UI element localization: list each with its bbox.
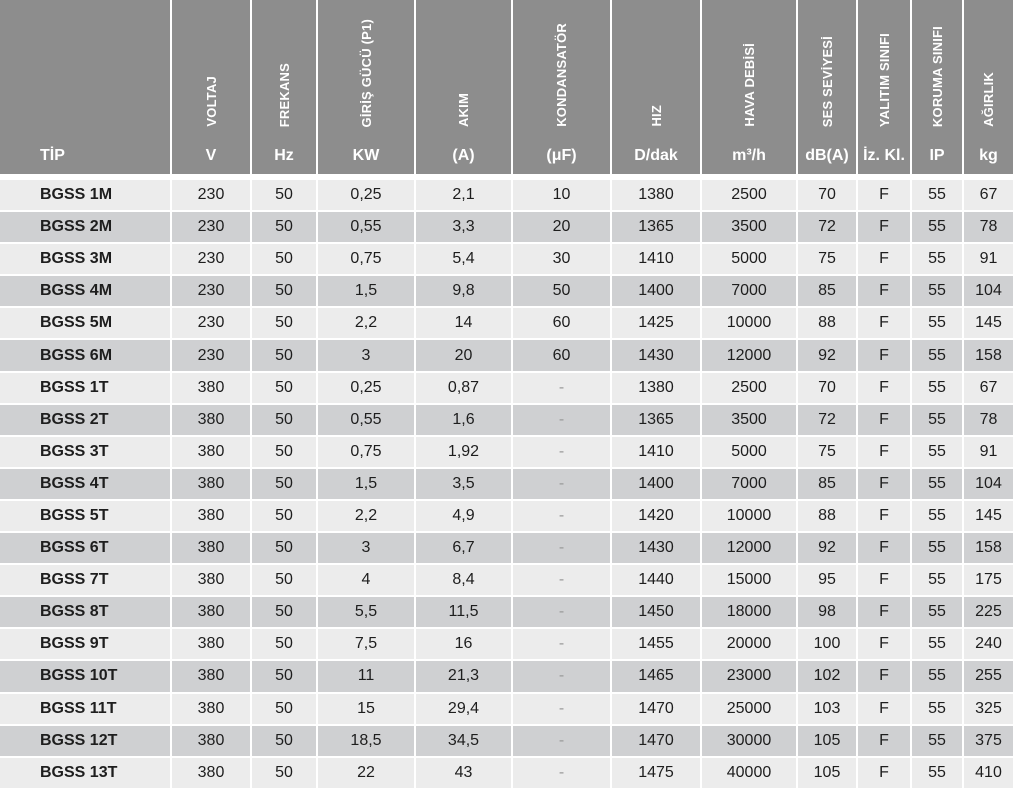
cell-weight: 91 [964, 437, 1013, 469]
cell-capacitor: - [513, 373, 612, 405]
cell-speed: 1410 [612, 437, 702, 469]
cell-capacitor: 60 [513, 340, 612, 372]
header-names-row [0, 0, 1013, 138]
cell-speed: 1430 [612, 340, 702, 372]
table-row [0, 212, 1013, 244]
cell-weight: 158 [964, 340, 1013, 372]
cell-frequency: 50 [252, 694, 318, 726]
cell-voltage: 230 [172, 308, 252, 340]
cell-capacitor: - [513, 437, 612, 469]
table-row [0, 340, 1013, 372]
unit-input-power: KW [318, 138, 416, 174]
header-input-power: GİRİŞ GÜCÜ (P1) [318, 0, 416, 138]
cell-input-power: 18,5 [318, 726, 416, 758]
cell-weight: 67 [964, 373, 1013, 405]
cell-speed: 1475 [612, 758, 702, 790]
unit-frequency: Hz [252, 138, 318, 174]
cell-capacitor: - [513, 629, 612, 661]
cell-type: BGSS 6T [0, 533, 172, 565]
cell-capacitor: - [513, 469, 612, 501]
cell-weight: 375 [964, 726, 1013, 758]
header-current: AKIM [416, 0, 513, 138]
cell-protection-class: 55 [912, 212, 964, 244]
cell-type: BGSS 5T [0, 501, 172, 533]
cell-input-power: 0,55 [318, 212, 416, 244]
cell-capacitor: 60 [513, 308, 612, 340]
cell-insulation-class: F [858, 501, 912, 533]
cell-insulation-class: F [858, 597, 912, 629]
cell-insulation-class: F [858, 340, 912, 372]
cell-current: 6,7 [416, 533, 513, 565]
cell-type: BGSS 5M [0, 308, 172, 340]
cell-protection-class: 55 [912, 437, 964, 469]
cell-current: 5,4 [416, 244, 513, 276]
cell-insulation-class: F [858, 212, 912, 244]
table-row [0, 180, 1013, 212]
table-row [0, 629, 1013, 661]
cell-type: BGSS 2M [0, 212, 172, 244]
cell-speed: 1425 [612, 308, 702, 340]
cell-input-power: 1,5 [318, 469, 416, 501]
table-row [0, 726, 1013, 758]
cell-weight: 78 [964, 405, 1013, 437]
table-row [0, 276, 1013, 308]
cell-insulation-class: F [858, 694, 912, 726]
cell-protection-class: 55 [912, 661, 964, 693]
cell-frequency: 50 [252, 180, 318, 212]
cell-input-power: 0,75 [318, 437, 416, 469]
cell-weight: 145 [964, 308, 1013, 340]
cell-sound-level: 95 [798, 565, 858, 597]
cell-current: 11,5 [416, 597, 513, 629]
cell-air-flow: 25000 [702, 694, 798, 726]
cell-sound-level: 85 [798, 276, 858, 308]
cell-input-power: 22 [318, 758, 416, 790]
cell-insulation-class: F [858, 661, 912, 693]
cell-type: BGSS 3M [0, 244, 172, 276]
cell-air-flow: 3500 [702, 212, 798, 244]
cell-type: BGSS 2T [0, 405, 172, 437]
header-frequency: FREKANS [252, 0, 318, 138]
cell-current: 14 [416, 308, 513, 340]
cell-capacitor: - [513, 758, 612, 790]
cell-speed: 1465 [612, 661, 702, 693]
cell-voltage: 380 [172, 469, 252, 501]
cell-current: 3,5 [416, 469, 513, 501]
cell-sound-level: 88 [798, 308, 858, 340]
table-row [0, 694, 1013, 726]
cell-weight: 91 [964, 244, 1013, 276]
cell-sound-level: 102 [798, 661, 858, 693]
cell-current: 1,92 [416, 437, 513, 469]
cell-capacitor: - [513, 726, 612, 758]
cell-insulation-class: F [858, 533, 912, 565]
cell-protection-class: 55 [912, 340, 964, 372]
table-row [0, 597, 1013, 629]
cell-weight: 225 [964, 597, 1013, 629]
cell-input-power: 0,75 [318, 244, 416, 276]
cell-type: BGSS 12T [0, 726, 172, 758]
cell-voltage: 230 [172, 180, 252, 212]
cell-input-power: 2,2 [318, 501, 416, 533]
cell-frequency: 50 [252, 469, 318, 501]
cell-weight: 325 [964, 694, 1013, 726]
cell-frequency: 50 [252, 373, 318, 405]
table-row [0, 758, 1013, 790]
cell-frequency: 50 [252, 597, 318, 629]
cell-current: 9,8 [416, 276, 513, 308]
cell-air-flow: 2500 [702, 373, 798, 405]
cell-type: BGSS 11T [0, 694, 172, 726]
table-row [0, 308, 1013, 340]
table-row [0, 405, 1013, 437]
header-voltage: VOLTAJ [172, 0, 252, 138]
cell-type: BGSS 7T [0, 565, 172, 597]
cell-capacitor: 20 [513, 212, 612, 244]
cell-sound-level: 105 [798, 758, 858, 790]
unit-speed: D/dak [612, 138, 702, 174]
cell-speed: 1420 [612, 501, 702, 533]
cell-sound-level: 92 [798, 340, 858, 372]
cell-current: 21,3 [416, 661, 513, 693]
cell-protection-class: 55 [912, 597, 964, 629]
cell-type: BGSS 9T [0, 629, 172, 661]
cell-protection-class: 55 [912, 758, 964, 790]
cell-insulation-class: F [858, 437, 912, 469]
cell-air-flow: 40000 [702, 758, 798, 790]
table-body [0, 174, 1013, 790]
cell-type: BGSS 13T [0, 758, 172, 790]
cell-voltage: 380 [172, 597, 252, 629]
cell-speed: 1400 [612, 469, 702, 501]
cell-frequency: 50 [252, 533, 318, 565]
cell-voltage: 380 [172, 661, 252, 693]
cell-current: 3,3 [416, 212, 513, 244]
cell-protection-class: 55 [912, 726, 964, 758]
cell-weight: 67 [964, 180, 1013, 212]
unit-capacitor: (μF) [513, 138, 612, 174]
header-weight: AĞIRLIK [964, 0, 1013, 138]
cell-weight: 175 [964, 565, 1013, 597]
header-speed: HIZ [612, 0, 702, 138]
cell-voltage: 380 [172, 565, 252, 597]
cell-speed: 1440 [612, 565, 702, 597]
cell-speed: 1470 [612, 694, 702, 726]
cell-sound-level: 88 [798, 501, 858, 533]
cell-insulation-class: F [858, 373, 912, 405]
cell-sound-level: 70 [798, 180, 858, 212]
cell-input-power: 1,5 [318, 276, 416, 308]
cell-speed: 1380 [612, 180, 702, 212]
cell-capacitor: - [513, 405, 612, 437]
header-units-row [0, 138, 1013, 174]
header-type: TİP [0, 138, 172, 174]
cell-weight: 78 [964, 212, 1013, 244]
cell-input-power: 2,2 [318, 308, 416, 340]
cell-voltage: 230 [172, 212, 252, 244]
cell-speed: 1410 [612, 244, 702, 276]
table-row [0, 533, 1013, 565]
unit-weight: kg [964, 138, 1013, 174]
cell-frequency: 50 [252, 308, 318, 340]
cell-weight: 410 [964, 758, 1013, 790]
cell-protection-class: 55 [912, 501, 964, 533]
cell-sound-level: 103 [798, 694, 858, 726]
cell-sound-level: 105 [798, 726, 858, 758]
cell-protection-class: 55 [912, 565, 964, 597]
cell-current: 2,1 [416, 180, 513, 212]
cell-frequency: 50 [252, 212, 318, 244]
cell-frequency: 50 [252, 726, 318, 758]
cell-voltage: 380 [172, 405, 252, 437]
cell-protection-class: 55 [912, 276, 964, 308]
cell-capacitor: - [513, 501, 612, 533]
unit-air-flow: m³/h [702, 138, 798, 174]
cell-frequency: 50 [252, 501, 318, 533]
cell-type: BGSS 6M [0, 340, 172, 372]
unit-voltage: V [172, 138, 252, 174]
cell-current: 43 [416, 758, 513, 790]
cell-air-flow: 3500 [702, 405, 798, 437]
cell-frequency: 50 [252, 244, 318, 276]
table-row [0, 565, 1013, 597]
cell-voltage: 380 [172, 629, 252, 661]
cell-frequency: 50 [252, 629, 318, 661]
cell-voltage: 380 [172, 694, 252, 726]
cell-input-power: 0,25 [318, 373, 416, 405]
cell-sound-level: 72 [798, 405, 858, 437]
cell-capacitor: - [513, 565, 612, 597]
cell-voltage: 230 [172, 244, 252, 276]
cell-frequency: 50 [252, 405, 318, 437]
cell-frequency: 50 [252, 758, 318, 790]
cell-speed: 1455 [612, 629, 702, 661]
cell-protection-class: 55 [912, 469, 964, 501]
cell-air-flow: 30000 [702, 726, 798, 758]
cell-speed: 1450 [612, 597, 702, 629]
cell-insulation-class: F [858, 244, 912, 276]
cell-protection-class: 55 [912, 180, 964, 212]
cell-air-flow: 20000 [702, 629, 798, 661]
cell-insulation-class: F [858, 565, 912, 597]
cell-voltage: 380 [172, 437, 252, 469]
unit-insulation-class: İz. Kl. [858, 138, 912, 174]
cell-protection-class: 55 [912, 533, 964, 565]
cell-capacitor: - [513, 694, 612, 726]
cell-insulation-class: F [858, 276, 912, 308]
cell-input-power: 5,5 [318, 597, 416, 629]
cell-sound-level: 70 [798, 373, 858, 405]
cell-speed: 1365 [612, 212, 702, 244]
table-row [0, 469, 1013, 501]
header-capacitor: KONDANSATÖR [513, 0, 612, 138]
cell-weight: 255 [964, 661, 1013, 693]
cell-sound-level: 75 [798, 437, 858, 469]
cell-speed: 1470 [612, 726, 702, 758]
cell-protection-class: 55 [912, 694, 964, 726]
cell-frequency: 50 [252, 565, 318, 597]
cell-type: BGSS 10T [0, 661, 172, 693]
table-row [0, 661, 1013, 693]
cell-voltage: 230 [172, 340, 252, 372]
cell-capacitor: 50 [513, 276, 612, 308]
table-row [0, 244, 1013, 276]
cell-input-power: 7,5 [318, 629, 416, 661]
cell-speed: 1430 [612, 533, 702, 565]
cell-protection-class: 55 [912, 244, 964, 276]
cell-voltage: 380 [172, 501, 252, 533]
header-type-blank [0, 0, 172, 138]
cell-voltage: 230 [172, 276, 252, 308]
cell-protection-class: 55 [912, 373, 964, 405]
cell-air-flow: 5000 [702, 437, 798, 469]
cell-air-flow: 15000 [702, 565, 798, 597]
cell-sound-level: 72 [798, 212, 858, 244]
cell-input-power: 11 [318, 661, 416, 693]
cell-type: BGSS 1T [0, 373, 172, 405]
cell-input-power: 0,55 [318, 405, 416, 437]
cell-input-power: 4 [318, 565, 416, 597]
header-insulation-class: YALITIM SINIFI [858, 0, 912, 138]
unit-protection-class: IP [912, 138, 964, 174]
table-row [0, 501, 1013, 533]
cell-type: BGSS 4T [0, 469, 172, 501]
cell-insulation-class: F [858, 405, 912, 437]
cell-capacitor: 30 [513, 244, 612, 276]
cell-air-flow: 7000 [702, 276, 798, 308]
cell-protection-class: 55 [912, 308, 964, 340]
cell-voltage: 380 [172, 726, 252, 758]
cell-air-flow: 7000 [702, 469, 798, 501]
cell-type: BGSS 3T [0, 437, 172, 469]
cell-sound-level: 92 [798, 533, 858, 565]
cell-protection-class: 55 [912, 629, 964, 661]
cell-air-flow: 18000 [702, 597, 798, 629]
cell-current: 20 [416, 340, 513, 372]
cell-frequency: 50 [252, 340, 318, 372]
cell-current: 0,87 [416, 373, 513, 405]
cell-frequency: 50 [252, 437, 318, 469]
cell-weight: 158 [964, 533, 1013, 565]
cell-air-flow: 12000 [702, 533, 798, 565]
cell-weight: 145 [964, 501, 1013, 533]
cell-air-flow: 10000 [702, 501, 798, 533]
cell-voltage: 380 [172, 533, 252, 565]
cell-type: BGSS 1M [0, 180, 172, 212]
cell-air-flow: 23000 [702, 661, 798, 693]
cell-voltage: 380 [172, 373, 252, 405]
cell-speed: 1380 [612, 373, 702, 405]
cell-insulation-class: F [858, 726, 912, 758]
cell-air-flow: 5000 [702, 244, 798, 276]
cell-insulation-class: F [858, 180, 912, 212]
cell-capacitor: - [513, 533, 612, 565]
cell-current: 34,5 [416, 726, 513, 758]
cell-speed: 1400 [612, 276, 702, 308]
cell-sound-level: 75 [798, 244, 858, 276]
table-row [0, 437, 1013, 469]
cell-speed: 1365 [612, 405, 702, 437]
cell-current: 4,9 [416, 501, 513, 533]
cell-sound-level: 100 [798, 629, 858, 661]
cell-current: 16 [416, 629, 513, 661]
cell-weight: 104 [964, 469, 1013, 501]
cell-input-power: 3 [318, 533, 416, 565]
cell-capacitor: - [513, 661, 612, 693]
cell-input-power: 15 [318, 694, 416, 726]
cell-current: 29,4 [416, 694, 513, 726]
cell-frequency: 50 [252, 661, 318, 693]
cell-type: BGSS 8T [0, 597, 172, 629]
cell-sound-level: 85 [798, 469, 858, 501]
cell-air-flow: 12000 [702, 340, 798, 372]
unit-sound-level: dB(A) [798, 138, 858, 174]
table-row [0, 373, 1013, 405]
cell-current: 8,4 [416, 565, 513, 597]
cell-air-flow: 2500 [702, 180, 798, 212]
cell-input-power: 0,25 [318, 180, 416, 212]
cell-capacitor: - [513, 597, 612, 629]
cell-sound-level: 98 [798, 597, 858, 629]
cell-weight: 104 [964, 276, 1013, 308]
header-sound-level: SES SEVİYESİ [798, 0, 858, 138]
cell-frequency: 50 [252, 276, 318, 308]
cell-current: 1,6 [416, 405, 513, 437]
cell-insulation-class: F [858, 758, 912, 790]
header-air-flow: HAVA DEBİSİ [702, 0, 798, 138]
cell-weight: 240 [964, 629, 1013, 661]
cell-insulation-class: F [858, 469, 912, 501]
cell-input-power: 3 [318, 340, 416, 372]
unit-current: (A) [416, 138, 513, 174]
cell-insulation-class: F [858, 629, 912, 661]
cell-capacitor: 10 [513, 180, 612, 212]
cell-protection-class: 55 [912, 405, 964, 437]
cell-type: BGSS 4M [0, 276, 172, 308]
cell-insulation-class: F [858, 308, 912, 340]
cell-voltage: 380 [172, 758, 252, 790]
cell-air-flow: 10000 [702, 308, 798, 340]
header-protection-class: KORUMA SINIFI [912, 0, 964, 138]
